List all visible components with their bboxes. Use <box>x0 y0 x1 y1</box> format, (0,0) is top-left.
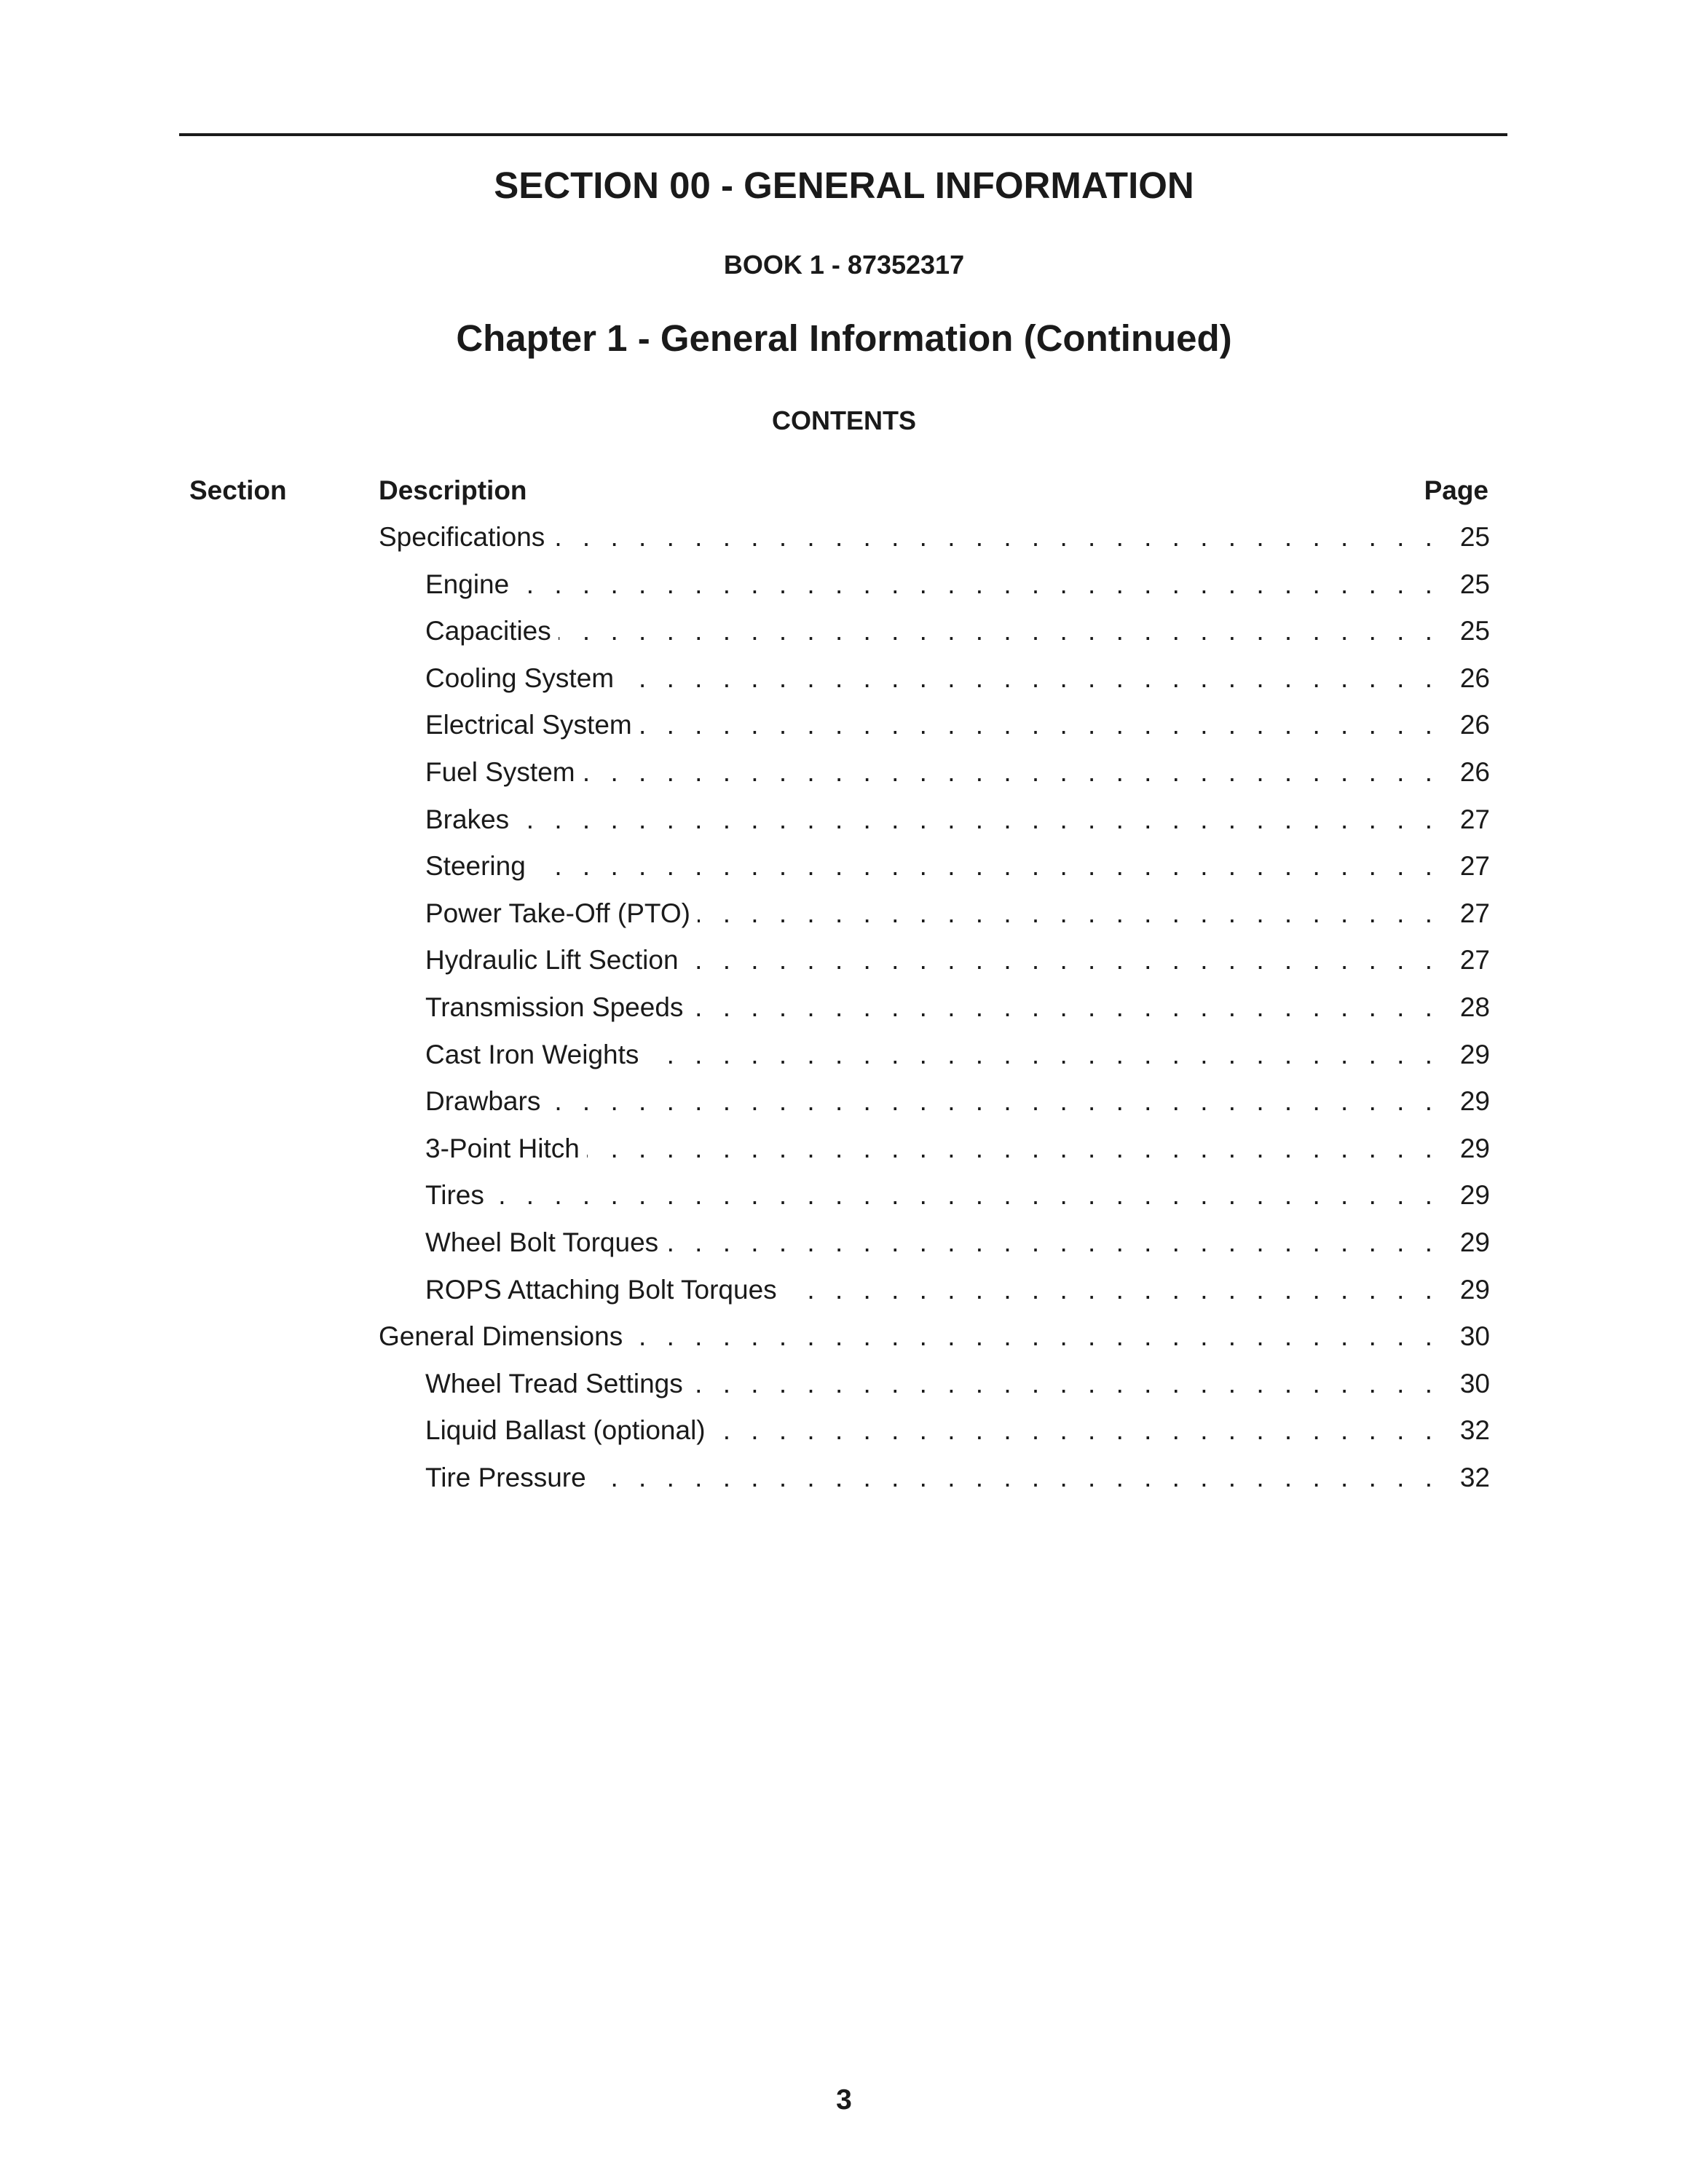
toc-entry-label: Drawbars <box>425 1086 541 1117</box>
toc-entry-page: 30 <box>1459 1321 1490 1352</box>
toc-entry-page: 29 <box>1459 1180 1490 1211</box>
toc-entry[interactable] <box>379 753 1490 801</box>
chapter-title: Chapter 1 - General Information (Continued) <box>456 317 1232 359</box>
toc-entry[interactable] <box>379 989 1490 1036</box>
dot-leader <box>492 1176 1439 1214</box>
toc-entry-page: 27 <box>1459 898 1490 928</box>
dot-leader <box>666 1224 1439 1262</box>
toc-entry-page: 27 <box>1459 804 1490 834</box>
toc-entry[interactable] <box>379 847 1490 895</box>
section-title: SECTION 00 - GENERAL INFORMATION <box>494 165 1194 206</box>
dot-leader <box>698 895 1439 933</box>
toc-entry-page: 29 <box>1459 1039 1490 1069</box>
toc-entry[interactable] <box>379 706 1490 753</box>
dot-leader <box>686 941 1439 979</box>
dot-leader <box>533 847 1439 885</box>
dot-leader <box>646 1036 1439 1074</box>
dot-leader <box>548 1083 1439 1120</box>
toc-entry-page: 25 <box>1459 522 1490 552</box>
toc-entry-label: Wheel Bolt Torques <box>425 1227 659 1257</box>
toc-entry[interactable] <box>379 1412 1490 1459</box>
toc-entry[interactable] <box>379 1036 1490 1083</box>
column-header-section: Section <box>189 475 287 505</box>
toc-entry-page: 26 <box>1459 662 1490 693</box>
toc-entry-page: 27 <box>1459 851 1490 882</box>
dot-leader <box>690 1365 1439 1403</box>
dot-leader <box>559 612 1439 650</box>
toc-entry-page: 30 <box>1459 1368 1490 1398</box>
toc-entry-label: Electrical System <box>425 710 632 740</box>
contents-heading: CONTENTS <box>772 405 916 435</box>
toc-entry-label: ROPS Attaching Bolt Torques <box>425 1274 777 1305</box>
toc-entry[interactable] <box>379 1318 1490 1365</box>
toc-entry[interactable] <box>379 1365 1490 1412</box>
page-number: 3 <box>836 2084 852 2116</box>
toc-entry[interactable] <box>379 566 1490 613</box>
toc-entry-page: 26 <box>1459 710 1490 740</box>
toc-entry-page: 25 <box>1459 569 1490 599</box>
toc-entry[interactable] <box>379 1459 1490 1506</box>
toc-entry[interactable] <box>379 518 1490 566</box>
toc-entry[interactable] <box>379 895 1490 942</box>
toc-entry-page: 29 <box>1459 1274 1490 1305</box>
dot-leader <box>621 660 1439 697</box>
toc-entry-label: Tire Pressure <box>425 1462 586 1492</box>
toc-entry-page: 25 <box>1459 616 1490 646</box>
dot-leader <box>639 706 1439 744</box>
toc-entry[interactable] <box>379 1130 1490 1177</box>
toc-entry-page: 27 <box>1459 945 1490 976</box>
toc-entry-label: Fuel System <box>425 756 575 787</box>
dot-leader <box>516 801 1439 839</box>
dot-leader <box>690 989 1439 1026</box>
dot-leader <box>552 518 1439 556</box>
toc-entry-label: General Dimensions <box>379 1321 623 1352</box>
toc-entry-page: 32 <box>1459 1462 1490 1492</box>
toc-entry-label: Specifications <box>379 522 545 552</box>
toc-entry-page: 29 <box>1459 1086 1490 1117</box>
toc-entry[interactable] <box>379 801 1490 848</box>
toc-entry-label: Cast Iron Weights <box>425 1039 639 1069</box>
dot-leader <box>516 566 1439 604</box>
toc-entry-label: Capacities <box>425 616 551 646</box>
column-header-description: Description <box>379 475 527 505</box>
toc-entry-page: 28 <box>1459 992 1490 1022</box>
dot-leader <box>784 1271 1439 1309</box>
toc-entry[interactable] <box>379 660 1490 707</box>
toc-entry-page: 32 <box>1459 1415 1490 1446</box>
toc-entry-label: Engine <box>425 569 510 599</box>
toc-entry-label: Wheel Tread Settings <box>425 1368 683 1398</box>
toc-entry[interactable] <box>379 1176 1490 1224</box>
toc-entry-label: Brakes <box>425 804 510 834</box>
toc-entry-label: Cooling System <box>425 662 615 693</box>
top-rule <box>179 133 1507 136</box>
table-of-contents <box>379 518 1490 1506</box>
toc-entry-label: Power Take-Off (PTO) <box>425 898 690 928</box>
toc-entry-label: Hydraulic Lift Section <box>425 945 679 976</box>
toc-entry-label: 3-Point Hitch <box>425 1133 580 1163</box>
toc-entry-page: 29 <box>1459 1133 1490 1163</box>
dot-leader <box>587 1130 1439 1168</box>
dot-leader <box>583 753 1439 791</box>
toc-entry[interactable] <box>379 612 1490 660</box>
toc-entry-label: Transmission Speeds <box>425 992 684 1022</box>
dot-leader <box>593 1459 1439 1497</box>
toc-entry[interactable] <box>379 941 1490 989</box>
column-header-page: Page <box>1424 475 1488 505</box>
toc-entry-page: 26 <box>1459 756 1490 787</box>
toc-column-headers <box>0 473 1688 508</box>
dot-leader <box>630 1318 1439 1356</box>
toc-entry-label: Steering <box>425 851 526 882</box>
toc-entry-label: Tires <box>425 1180 484 1211</box>
toc-entry-label: Liquid Ballast (optional) <box>425 1415 706 1446</box>
toc-entry[interactable] <box>379 1271 1490 1318</box>
toc-entry[interactable] <box>379 1083 1490 1130</box>
toc-entry-page: 29 <box>1459 1227 1490 1257</box>
toc-entry[interactable] <box>379 1224 1490 1271</box>
dot-leader <box>713 1412 1439 1449</box>
book-number: BOOK 1 - 87352317 <box>723 250 965 280</box>
